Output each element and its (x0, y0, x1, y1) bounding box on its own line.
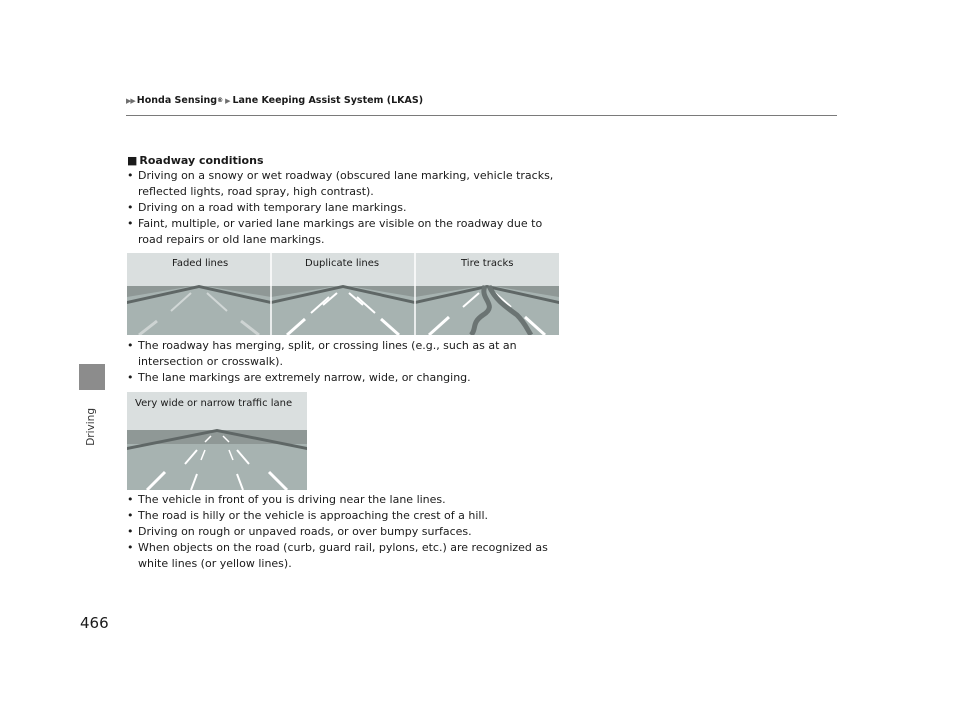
list-item: • Driving on a snowy or wet roadway (obscured lane marking, vehicle tracks, reflected lights, road spray, high contrast). (127, 168, 567, 200)
figure-label-tire-tracks: Tire tracks (461, 258, 514, 269)
breadcrumb-arrow-icon: ▶▶ (126, 96, 135, 105)
bullet-list-3 (127, 492, 567, 572)
breadcrumb-item-honda-sensing[interactable]: Honda Sensing (136, 95, 218, 106)
list-item: • The road is hilly or the vehicle is approaching the crest of a hill. (127, 508, 567, 524)
figure-lane-markings (127, 253, 559, 335)
section-heading-text: Roadway conditions (139, 154, 264, 167)
bullet-list-2 (127, 338, 567, 386)
breadcrumb (126, 95, 423, 106)
section-heading (127, 154, 264, 167)
list-item: • Faint, multiple, or varied lane markings are visible on the roadway due to road repairs or old lane markings. (127, 216, 567, 248)
side-tab-marker (79, 364, 105, 390)
breadcrumb-separator-icon: ▶ (225, 96, 231, 105)
figure-label-traffic-lane: Very wide or narrow traffic lane (135, 398, 293, 409)
list-item: • The vehicle in front of you is driving near the lane lines. (127, 492, 567, 508)
bullet-list-1 (127, 168, 567, 248)
list-item: • Driving on a road with temporary lane markings. (127, 200, 567, 216)
page-number: 466 (80, 614, 109, 632)
side-tab-label: Driving (85, 408, 97, 446)
list-item: • Driving on rough or unpaved roads, or over bumpy surfaces. (127, 524, 567, 540)
header-divider (126, 115, 837, 116)
list-item: • The roadway has merging, split, or crossing lines (e.g., such as at an intersection or crosswalk). (127, 338, 567, 370)
figure-label-duplicate-lines: Duplicate lines (305, 258, 380, 269)
list-item: • The lane markings are extremely narrow, wide, or changing. (127, 370, 567, 386)
heading-square-icon: ■ (127, 154, 138, 167)
figure-label-faded-lines: Faded lines (172, 258, 229, 269)
registered-mark: ® (217, 97, 224, 104)
figure-traffic-lane (127, 392, 307, 490)
breadcrumb-item-lkas[interactable]: Lane Keeping Assist System (LKAS) (232, 95, 424, 106)
list-item: • When objects on the road (curb, guard rail, pylons, etc.) are recognized as white lines (or yellow lines). (127, 540, 567, 572)
